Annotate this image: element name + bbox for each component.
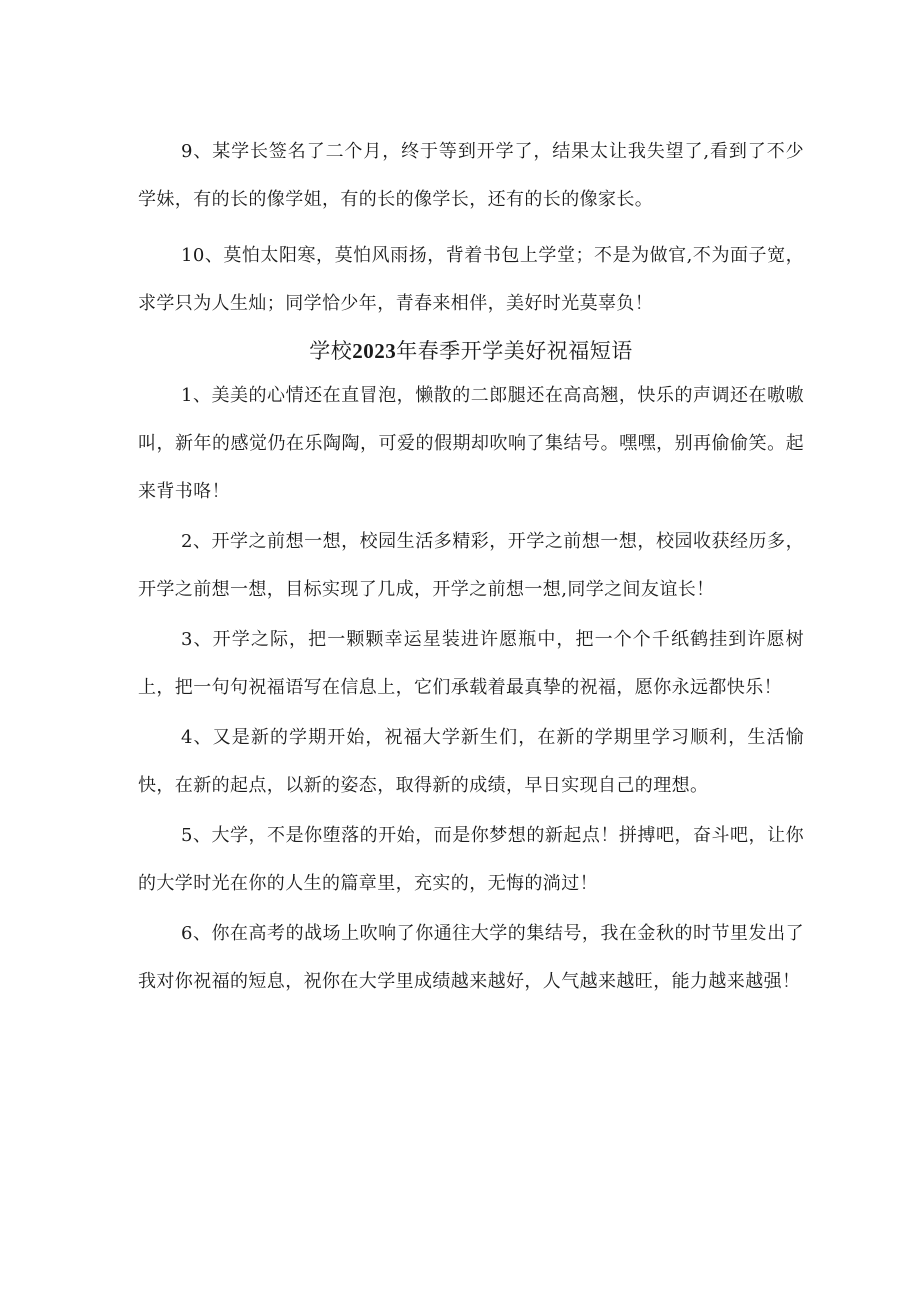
title-year: 2023	[352, 339, 397, 363]
list-item: 5、大学，不是你堕落的开始，而是你梦想的新起点！拼搏吧，奋斗吧，让你的大学时光在你的人生的篇章里，充实的，无悔的淌过！	[138, 825, 804, 894]
document-title	[138, 334, 804, 368]
paragraph-item-9: 9、某学长签名了二个月，终于等到开学了，结果太让我失望了,看到了不少学妹，有的长的像学姐，有的长的像学长，还有的长的像家长。	[138, 141, 804, 210]
document-page	[138, 128, 804, 1006]
list-item: 6、你在高考的战场上吹响了你通往大学的集结号，我在金秋的时节里发出了我对你祝福的短息，祝你在大学里成绩越来越好，人气越来越旺，能力越来越强！	[138, 923, 804, 992]
list-item: 4、又是新的学期开始，祝福大学新生们，在新的学期里学习顺利，生活愉快，在新的起点，以新的姿态，取得新的成绩，早日实现自己的理想。	[138, 727, 804, 796]
intro-section	[138, 128, 804, 328]
title-suffix: 年春季开学美好祝福短语	[396, 339, 633, 363]
paragraph-item-10: 10、莫怕太阳寒，莫怕风雨扬，背着书包上学堂；不是为做官,不为面子宽，求学只为人生灿；同学恰少年，青春来相伴，美好时光莫辜负！	[138, 245, 804, 314]
list-item: 3、开学之际，把一颗颗幸运星装进许愿瓶中，把一个个千纸鹤挂到许愿树上，把一句句祝福语写在信息上，它们承载着最真挚的祝福，愿你永远都快乐！	[138, 629, 804, 698]
list-item: 2、开学之前想一想，校园生活多精彩，开学之前想一想，校园收获经历多，开学之前想一想，目标实现了几成，开学之前想一想,同学之间友谊长！	[138, 531, 804, 600]
title-prefix: 学校	[309, 339, 353, 363]
wishes-list	[138, 372, 804, 1006]
list-item: 1、美美的心情还在直冒泡，懒散的二郎腿还在高高翘，快乐的声调还在嗷嗷叫，新年的感觉仍在乐陶陶，可爱的假期却吹响了集结号。嘿嘿，别再偷偷笑。起来背书咯！	[138, 385, 804, 502]
